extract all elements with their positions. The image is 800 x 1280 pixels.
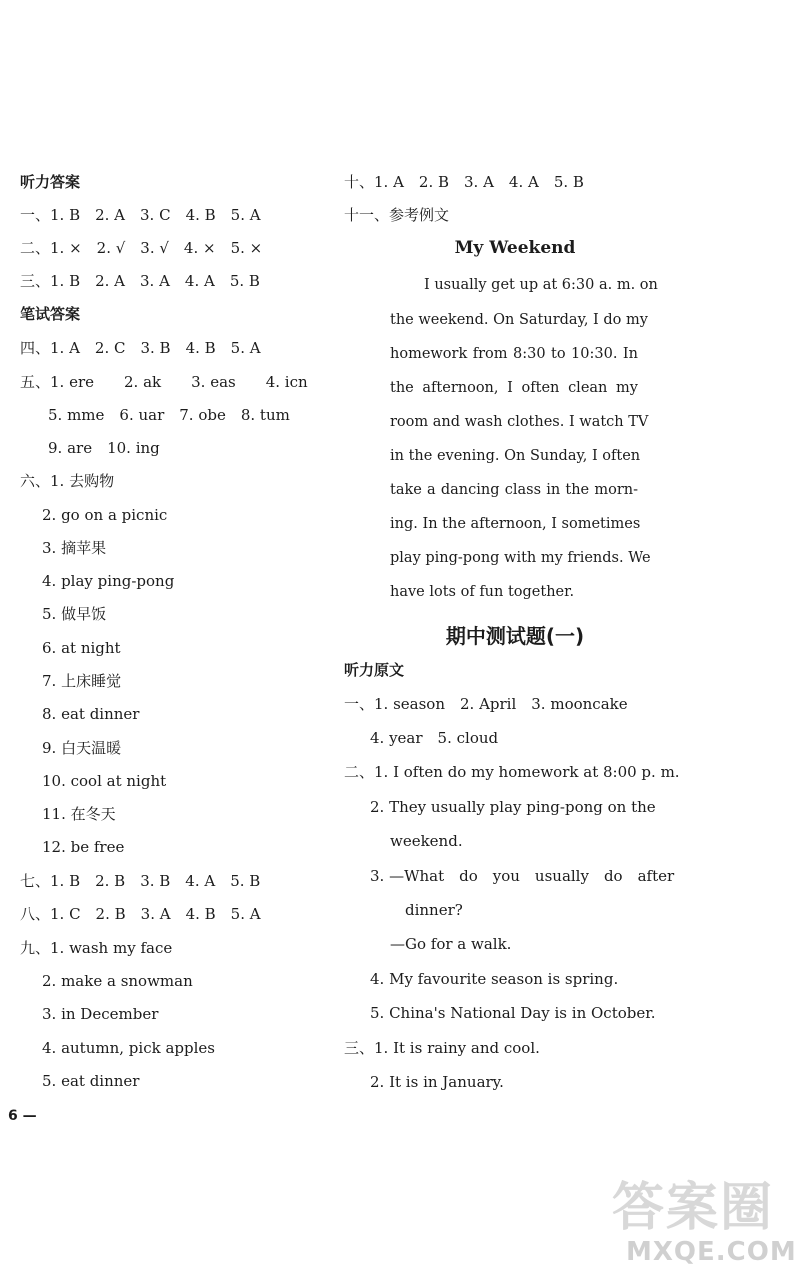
text-line: 二、1. I often do my homework at 8:00 p. m. xyxy=(344,763,680,781)
text-line: 一、1. season 2. April 3. mooncake xyxy=(344,695,628,713)
answer-line: 八、1. C 2. B 3. A 4. B 5. A xyxy=(20,905,261,923)
answer-line: 七、1. B 2. B 3. B 4. A 5. B xyxy=(20,872,261,890)
essay-line: take a dancing class in the morn- xyxy=(390,482,638,498)
answer-line: 12. be free xyxy=(42,838,125,856)
text-line: 2. It is in January. xyxy=(370,1073,504,1091)
text-line: dinner? xyxy=(405,901,463,919)
answer-line: 2. go on a picnic xyxy=(42,506,168,524)
essay-title: My Weekend xyxy=(454,238,576,258)
answer-line: 十、1. A 2. B 3. A 4. A 5. B xyxy=(344,173,584,191)
answer-line: 6. at night xyxy=(42,639,121,657)
text-line: 4. My favourite season is spring. xyxy=(370,970,619,988)
answer-line: 三、1. B 2. A 3. A 4. A 5. B xyxy=(20,272,260,290)
essay-line: the afternoon, I often clean my xyxy=(390,380,638,396)
answer-line: 四、1. A 2. C 3. B 4. B 5. A xyxy=(20,339,261,357)
answer-line: 4. play ping-pong xyxy=(42,572,175,590)
answer-line: 5. mme 6. uar 7. obe 8. tum xyxy=(48,406,290,424)
essay-line: ing. In the afternoon, I sometimes xyxy=(390,516,641,532)
watermark-text: 答案圈 xyxy=(612,1178,775,1238)
text-line: 5. China's National Day is in October. xyxy=(370,1004,656,1022)
answer-line: 2. make a snowman xyxy=(42,972,193,990)
text-line: weekend. xyxy=(390,832,463,850)
essay-line: have lots of fun together. xyxy=(390,584,575,600)
answer-line: 5. eat dinner xyxy=(42,1072,140,1090)
answer-line: 9. are 10. ing xyxy=(48,439,160,457)
essay-line: the weekend. On Saturday, I do my xyxy=(390,312,648,328)
essay-line: I usually get up at 6:30 a. m. on xyxy=(424,277,658,293)
answer-line: 11. 在冬天 xyxy=(42,805,116,823)
listening-text-heading: 听力原文 xyxy=(344,661,405,679)
answer-line: 六、1. 去购物 xyxy=(20,472,115,490)
text-line: 2. They usually play ping-pong on the xyxy=(370,798,656,816)
text-line: 4. year 5. cloud xyxy=(370,729,499,747)
answer-line: 5. 做早饭 xyxy=(42,605,107,623)
answer-line: 3. 摘苹果 xyxy=(42,539,107,557)
written-answers-heading: 笔试答案 xyxy=(20,305,81,323)
answer-line: 4. autumn, pick apples xyxy=(42,1039,215,1057)
watermark-url: MXQE.COM xyxy=(626,1237,797,1267)
answer-line: 10. cool at night xyxy=(42,772,167,790)
answer-line: 五、1. ere 2. ak 3. eas 4. icn xyxy=(20,373,308,391)
essay-line: homework from 8:30 to 10:30. In xyxy=(390,346,638,362)
listening-answers-heading: 听力答案 xyxy=(20,173,81,191)
sample-essay-heading: 十一、参考例文 xyxy=(344,206,450,224)
answer-line: 九、1. wash my face xyxy=(20,939,173,957)
answer-line: 8. eat dinner xyxy=(42,705,140,723)
watermark-logo xyxy=(612,1165,797,1275)
essay-line: play ping-pong with my friends. We xyxy=(390,550,651,566)
section-title: 期中测试题(一) xyxy=(445,624,585,648)
answer-line: 9. 白天温暖 xyxy=(42,739,122,757)
answer-line: 7. 上床睡觉 xyxy=(42,672,122,690)
essay-line: room and wash clothes. I watch TV xyxy=(390,414,649,430)
answer-line: 二、1. × 2. √ 3. √ 4. × 5. × xyxy=(20,239,263,257)
answer-line: 3. in December xyxy=(42,1005,159,1023)
text-line: 三、1. It is rainy and cool. xyxy=(344,1039,540,1057)
page-number: 6 — xyxy=(8,1108,37,1124)
essay-line: in the evening. On Sunday, I often xyxy=(390,448,641,464)
text-line: —Go for a walk. xyxy=(390,935,512,953)
text-line: 3. —What do you usually do after xyxy=(370,867,675,885)
answer-line: 一、1. B 2. A 3. C 4. B 5. A xyxy=(20,206,261,224)
